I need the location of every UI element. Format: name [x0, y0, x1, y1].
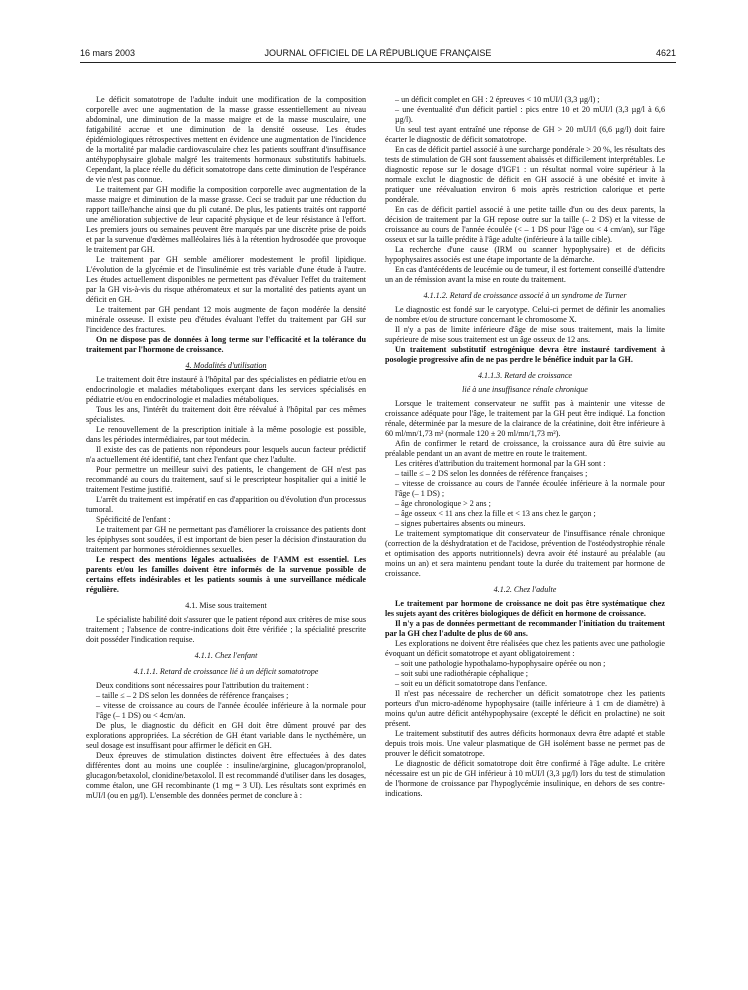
bold-paragraph: Un traitement substitutif estrogénique devra être instauré tardivement à posologie progressive afin de ne pas perdre le bénéfice induit par la GH.: [385, 345, 665, 364]
paragraph: De plus, le diagnostic du déficit en GH doit être dûment prouvé par des explorations appropriées. La sécrétion de GH étant variable dans le nycthémère, un seul dosage est insuffisant pour affirmer le déficit en GH.: [86, 721, 366, 750]
subsection-heading-line2: lié à une insuffisance rénale chronique: [462, 385, 588, 394]
paragraph: Deux conditions sont nécessaires pour l'attribution du traitement :: [96, 681, 309, 690]
list-item: – âge osseux < 11 ans chez la fille et < 13 ans chez le garçon ;: [395, 509, 596, 518]
section-heading: 4.1.1. Chez l'enfant: [194, 651, 258, 660]
list-item: – âge chronologique > 2 ans ;: [395, 499, 491, 508]
subsection-heading: 4.1.1.1. Retard de croissance lié à un déficit somatotrope: [133, 667, 319, 676]
paragraph: Deux épreuves de stimulation distinctes doivent être effectuées à des dates différentes dont au moins une couplée : insuline/arginine, glucagon/propranolol, glucagon/betaxolol, clonidine/betaxolol. Il est recommandé d'utiliser dans les dosages, comme étalon, une GH recombinante (1 mg = 3 UI). Les résultats sont exprimés en mUI/l (ou en µg/l). L'ensemble des données permet de conclure à :: [86, 751, 366, 800]
paragraph: La recherche d'une cause (IRM ou scanner hypophysaire) et de déficits hypophysaires associés est une étape importante de la démarche.: [385, 245, 665, 264]
header-date: 16 mars 2003: [80, 48, 136, 58]
paragraph: Le traitement doit être instauré à l'hôpital par des spécialistes en pédiatrie et/ou en endocrinologie et maladies métaboliques exerçant dans les services spécialisés en pédiatrie et/ou en endocrinologie et maladies métaboliques.: [86, 375, 366, 404]
paragraph: Le traitement substitutif des autres déficits hormonaux devra être adapté et stable depuis trois mois. Une valeur plasmatique de GH isolément basse ne permet pas de prouver le déficit somatotrope.: [385, 729, 665, 758]
paragraph: Le traitement par GH semble améliorer modestement le profil lipidique. L'évolution de la glycémie et de l'insulinémie est très variable d'une étude à l'autre. Les études actuellement disponibles ne permettent pas d'évaluer l'effet du traitement par la GH vis-à-vis du risque athéromateux et sur la mortalité des patients ayant un déficit en GH.: [86, 255, 366, 304]
paragraph: Il n'y a pas de limite inférieure d'âge de mise sous traitement, mais la limite supérieure de mise sous traitement est un âge osseux de 12 ans.: [385, 325, 665, 344]
list-item: – taille ≤ – 2 DS selon les données de référence françaises ;: [395, 469, 588, 478]
paragraph: Le renouvellement de la prescription initiale à la même posologie est possible, dans les périodes intermédiaires, par tout médecin.: [86, 425, 366, 444]
list-item: – une éventualité d'un déficit partiel : pics entre 10 et 20 mUI/l (3,3 µg/l à 6,6 µg/l).: [395, 105, 665, 124]
paragraph: En cas de déficit partiel associé à une surcharge pondérale > 20 %, les résultats des tests de stimulation de GH sont faussement abaissés et difficilement interprétables. Le diagnostic repose sur le dosage d'IGF1 : un résultat normal voire supérieur à la normale exclut le diagnostic de déficit en GH associé à une obésité et invite à pratiquer une réévaluation environ 6 mois après restriction calorique et perte pondérale.: [385, 145, 665, 204]
paragraph: Afin de confirmer le retard de croissance, la croissance aura dû être suivie au préalable pendant un an avant de mettre en route le traitement.: [385, 439, 665, 458]
paragraph: Il existe des cas de patients non répondeurs pour lesquels aucun facteur prédictif n'a actuellement été identifié, tant chez l'enfant que chez l'adulte.: [86, 445, 366, 464]
paragraph: Spécificité de l'enfant :: [96, 515, 171, 524]
subsection-heading: 4.1.1.3. Retard de croissance: [477, 371, 573, 380]
bold-paragraph: Il n'y a pas de données permettant de recommander l'initiation du traitement par la GH chez l'adulte de plus de 60 ans.: [385, 619, 665, 638]
paragraph: Le diagnostic de déficit somatotrope doit être confirmé à l'âge adulte. Le critère nécessaire est un pic de GH inférieur à 10 mUI/l (3,3 µg/l) lors du test de stimulation de l'hormone de croissance par l'hypoglycémie insulinique, en dehors de ses contre-indications.: [385, 759, 665, 798]
paragraph: Le traitement par GH modifie la composition corporelle avec augmentation de la masse maigre et diminution de la masse grasse. Ceci se traduit par une réduction du rapport taille/hanche ainsi que du pli cutané. De plus, les patients traités ont rapporté une amélioration subjective de leur capacité physique et de leur résistance à l'effort. Les premiers jours ou semaines peuvent être marqués par une discrète prise de poids et par la survenue d'œdèmes malléolaires liés à la rétention hydrosodée que provoque le traitement par GH.: [86, 185, 366, 254]
paragraph: Le traitement par GH ne permettant pas d'améliorer la croissance des patients dont les épiphyses sont soudées, il est important de bien peser la décision d'instauration du traitement par hormones stéroïdiennes sexuelles.: [86, 525, 366, 554]
paragraph: En cas d'antécédents de leucémie ou de tumeur, il est fortement conseillé d'attendre un an de rémission avant la mise en route du traitement.: [385, 265, 665, 284]
header-page-number: 4621: [655, 48, 676, 58]
paragraph: Le spécialiste habilité doit s'assurer que le patient répond aux critères de mise sous traitement ; l'absence de contre-indications doit être vérifiée ; la spécialité prescrite doit posséder l'indication requise.: [86, 615, 366, 644]
list-item: – signes pubertaires absents ou mineurs.: [395, 519, 526, 528]
paragraph: Le déficit somatotrope de l'adulte induit une modification de la composition corporelle avec une augmentation de la masse grasse essentiellement au niveau abdominal, une diminution de la masse maigre et de la masse musculaire, une fatigabilité accrue et une diminution de la densité osseuse. Les études épidémiologiques rétrospectives mettent en évidence une augmentation de l'incidence de la mortalité par maladie cardiovasculaire chez les patients souffrant d'insuffisance antéhypophysaire globale malgré les traitements hormonaux substitutifs habituels. Cependant, la place réelle du déficit somatotrope dans cette diminution de l'espérance de vie n'est pas connue.: [86, 95, 366, 184]
left-column: [86, 95, 366, 975]
paragraph: Lorsque le traitement conservateur ne suffit pas à maintenir une vitesse de croissance adéquate pour l'âge, le traitement par la GH peut être indiqué. La fonction rénale, déterminée par la mesure de la clairance de la créatinine, doit être inférieure à 60 ml/mn/1,73 m² (normale 120 ± 20 ml/mn/1,73 m²).: [385, 399, 665, 438]
paragraph: L'arrêt du traitement est impératif en cas d'apparition ou d'évolution d'un processus tumoral.: [86, 495, 366, 514]
subsection-heading: 4.1.1.2. Retard de croissance associé à un syndrome de Turner: [423, 291, 627, 300]
list-item: – taille ≤ – 2 DS selon les données de référence françaises ;: [96, 691, 289, 700]
list-item: – vitesse de croissance au cours de l'année écoulée inférieure à la normale pour l'âge (– 1 DS) ;: [395, 479, 665, 498]
bold-paragraph: Le respect des mentions légales actualisées de l'AMM est essentiel. Les parents et/ou les familles doivent être informés de la survenue possible de certains effets indésirables et les patients soumis à une surveillance médicale régulière.: [86, 555, 366, 594]
paragraph: Les critères d'attribution du traitement hormonal par la GH sont :: [395, 459, 606, 468]
section-heading: 4. Modalités d'utilisation: [185, 361, 267, 370]
section-heading: 4.1. Mise sous traitement: [185, 601, 267, 610]
right-column: [385, 95, 665, 975]
paragraph: En cas de déficit partiel associé à une petite taille d'un ou des deux parents, la décision de traitement par la GH repose outre sur la taille (– 2 DS) et la vitesse de croissance au cours de l'année écoulée (< – 1 DS pour l'âge ou < 4 cm/an), sur l'âge osseux et sur la taille prédite à l'âge adulte (inférieure à la taille cible).: [385, 205, 665, 244]
paragraph: Un seul test ayant entraîné une réponse de GH > 20 mUI/l (6,6 µg/l) doit faire écarter le diagnostic de déficit somatotrope.: [385, 125, 665, 144]
bold-paragraph: Le traitement par hormone de croissance ne doit pas être systématique chez les sujets ayant des critères biologiques de déficit en hormone de croissance.: [385, 599, 665, 618]
paragraph: Le traitement symptomatique dit conservateur de l'insuffisance rénale chronique (correction de la déshydratation et de l'acidose, prévention de l'ostéodystrophie rénale et optimisation des apports nutritionnels) devra avoir été instauré au préalable (au moins un an) et sera maintenu pendant toute la durée du traitement par hormone de croissance.: [385, 529, 665, 578]
list-item: – un déficit complet en GH : 2 épreuves < 10 mUI/l (3,3 µg/l) ;: [395, 95, 600, 104]
paragraph: Le diagnostic est fondé sur le caryotype. Celui-ci permet de définir les anomalies de nombre et/ou de structure concernant le chromosome X.: [385, 305, 665, 324]
paragraph: Les explorations ne doivent être réalisées que chez les patients avec une pathologie évoquant un déficit somatotrope et ayant obligatoirement :: [385, 639, 665, 658]
list-item: – soit eu un déficit somatotrope dans l'enfance.: [395, 679, 548, 688]
list-item: – soit subi une radiothérapie céphalique ;: [395, 669, 529, 678]
paragraph: Tous les ans, l'intérêt du traitement doit être réévalué à l'hôpital par ces mêmes spécialistes.: [86, 405, 366, 424]
page-header: [80, 48, 676, 62]
paragraph: Pour permettre un meilleur suivi des patients, le changement de GH n'est pas recommandé au cours du traitement, sauf si le prescripteur hospitalier qui a initié le traitement l'estime justifié.: [86, 465, 366, 494]
header-rule: [80, 62, 676, 63]
bold-paragraph: On ne dispose pas de données à long terme sur l'efficacité et la tolérance du traitement par l'hormone de croissance.: [86, 335, 366, 354]
list-item: – soit une pathologie hypothalamo-hypophysaire opérée ou non ;: [395, 659, 606, 668]
header-title: JOURNAL OFFICIEL DE LA RÉPUBLIQUE FRANÇAISE: [264, 48, 492, 58]
paragraph: Il n'est pas nécessaire de rechercher un déficit somatotrope chez les patients porteurs d'un micro-adénome hypophysaire (taille inférieure à 1 cm de diamètre) à moins qu'un autre déficit antéhypophysaire (excepté le déficit en prolactine) ne soit présent.: [385, 689, 665, 728]
paragraph: Le traitement par GH pendant 12 mois augmente de façon modérée la densité minérale osseuse. Il existe peu d'études évaluant l'effet du traitement par GH sur l'incidence des fractures.: [86, 305, 366, 334]
section-heading: 4.1.2. Chez l'adulte: [493, 585, 557, 594]
list-item: – vitesse de croissance au cours de l'année écoulée inférieure à la normale pour l'âge (– 1 DS) ou < 4cm/an.: [96, 701, 366, 720]
